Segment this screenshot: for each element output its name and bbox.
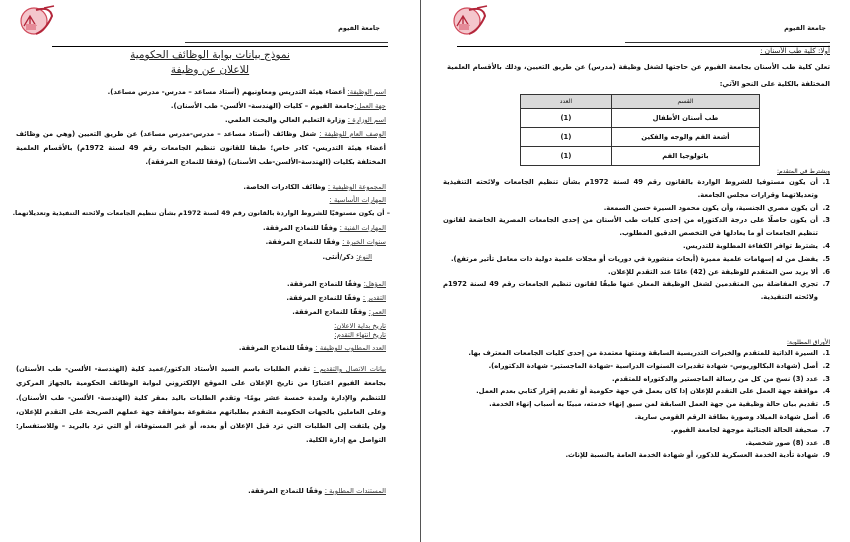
- column-header-department: القسم: [611, 95, 759, 109]
- field-basic-skills-value: [13, 209, 390, 217]
- university-name: جامعة الفيوم: [338, 24, 380, 32]
- item-text: تجري المفاضلة بين المتقدمين لشغل الوظيفة المعلن عنها طبقًا لقانون تنظيم الجامعات رقم 49 لسنة 1972م ولائحته التنفيذية.: [443, 280, 818, 302]
- field-contact: [16, 362, 386, 448]
- intro-paragraph: تعلن كلية طب الأسنان بجامعة الفيوم عن حاجتها لشغل وظيفة (مدرس) عن طريق التعيين، وذلك بالأقسام العلمية المختلفة بالكلية على النحو الآتي:: [447, 63, 830, 88]
- conditions-list: [443, 176, 830, 304]
- field-gender: [322, 253, 372, 261]
- field-documents: [248, 487, 386, 495]
- item-text: صحيفة الحالة الجنائية موجهة لجامعة الفيوم.: [670, 425, 818, 434]
- list-item: [443, 449, 830, 462]
- list-item: [443, 360, 830, 373]
- field-value: أعضاء هيئة التدريس ومعاونيهم (أستاذ مساعد – مدرس- مدرس مساعد).: [107, 88, 348, 96]
- field-value: وفقًا للنماذج المرفقة.: [248, 487, 325, 495]
- field-value: وزارة التعليم العالي والبحث العلمي.: [225, 116, 348, 124]
- field-label: اسم الوزارة :: [347, 116, 386, 124]
- list-item: [443, 240, 830, 253]
- header-rule-thick: [52, 46, 388, 47]
- item-number: 2.: [822, 361, 830, 370]
- field-label: التقدير :: [362, 294, 386, 302]
- item-number: 7.: [822, 425, 830, 434]
- item-number: 7.: [822, 280, 830, 289]
- table-row: [521, 109, 760, 128]
- field-value: وفقًا للنماذج المرفقة.: [265, 238, 343, 246]
- field-value: وظائف الكادرات الخاصة.: [243, 183, 328, 191]
- field-label: المجموعة الوظيفية :: [327, 183, 386, 191]
- field-label: الوصف العام للوظيفة :: [319, 130, 386, 138]
- field-value: وفقًا للنماذج المرفقة.: [263, 224, 340, 232]
- list-item: [443, 266, 830, 279]
- logo-caption: [16, 34, 60, 38]
- field-label: العمر:: [368, 308, 386, 316]
- item-number: 1.: [822, 178, 830, 186]
- table-row: [521, 147, 760, 166]
- field-ministry: [225, 116, 386, 124]
- table-header-row: [521, 95, 760, 109]
- item-number: 5.: [822, 254, 830, 263]
- field-label: المستندات المطلوبة :: [324, 487, 386, 495]
- field-age: [292, 308, 386, 316]
- field-label: المؤهل:: [363, 280, 386, 288]
- departments-table: [520, 94, 760, 166]
- field-value: وفقًا للنماذج المرفقة.: [292, 308, 369, 316]
- field-label: المهارات الفنية :: [339, 224, 386, 232]
- item-text: شهادة تأدية الخدمة العسكرية للذكور، أو شهادة الخدمة العامة بالنسبة للإناث.: [565, 451, 818, 460]
- item-number: 4.: [822, 241, 830, 250]
- list-item: [443, 411, 830, 424]
- field-apply-end-date: [334, 331, 386, 339]
- field-label: اسم الوظيفة:: [347, 88, 386, 96]
- field-qualification: [287, 280, 386, 288]
- item-text: أن يكون مصري الجنسية، وأن يكون محمود السيرة حسن السمعة.: [603, 203, 818, 212]
- list-item: [443, 398, 830, 411]
- table-row: [521, 128, 760, 147]
- field-value: تقدم الطلبات باسم السيد الأستاذ الدكتور/عميد كلية (الهندسة- الألسن- طب الأسنان) بجامعة الفيوم اعتبارًا من تاريخ الإعلان على الموقع الإلكتروني لبوابة الوظائف الحكومية بالجهاز المركزي للتنظيم والإدارة ولمدة خمسة عشر يومًا- وتقدم الطلبات باليد بمقر كلية (الهندسة- الألسن- طب الأسنان). وعلى العاملين بالجهات الحكومية التقدم بطلباتهم مشفوعة بموافقة جهة عملهم الصريحة على التقدم للإعلان، ولن يلتفت إلى الطلبات التي ترد قبل الإعلان أو بعده، أو غير المستوفاة، أو التي ترد بالبريد – وللاستفسار: التواصل مع إدارة الكلية.: [16, 365, 386, 445]
- field-required-number: [239, 344, 386, 352]
- document-page-right: [425, 0, 850, 542]
- university-name: جامعة الفيوم: [784, 24, 826, 32]
- field-label: جهة العمل:: [354, 102, 386, 110]
- field-label: العدد المطلوب للوظيفة :: [315, 344, 386, 352]
- list-item: [443, 385, 830, 398]
- item-number: 6.: [822, 412, 830, 421]
- list-item: [443, 202, 830, 215]
- item-number: 3.: [822, 374, 830, 383]
- documents-list: [443, 347, 830, 462]
- item-text: يشترط توافر الكفاءة المطلوبة للتدريس.: [682, 241, 818, 250]
- item-text: أصل (شهادة البكالوريوس- شهادة تقديرات السنوات الدراسية -شهادة الماجستير- شهادة الدكتوراه).: [488, 361, 818, 370]
- field-workplace: [171, 102, 386, 110]
- list-item: [443, 176, 830, 202]
- field-grade: [286, 294, 386, 302]
- field-value: ذكر/أنثى.: [322, 253, 357, 261]
- cell-count: (1): [521, 109, 612, 128]
- item-number: 1.: [822, 349, 830, 357]
- field-label: تاريخ انتهاء التقدم:: [334, 331, 386, 339]
- item-number: 9.: [822, 451, 830, 460]
- cell-department: باثولوجيا الفم: [611, 147, 759, 166]
- field-basic-skills-label: [330, 196, 386, 204]
- item-text: موافقة جهة العمل على التقدم للإعلان إذا كان يعمل في جهة حكومية أو تقديم إقرار كتابي بعدم العمل.: [476, 387, 818, 396]
- header-rule-thin: [185, 42, 388, 43]
- item-number: 8.: [822, 438, 830, 447]
- item-text: السيرة الذاتية للمتقدم والخبرات التدريسية السابقة ومنتها معتمدة من إحدى كليات الجامعات المعترف بها.: [468, 349, 818, 357]
- university-logo: [449, 4, 493, 44]
- item-text: أن يكون مستوفيا للشروط الواردة بالقانون رقم 49 لسنة 1972م بشأن تنظيم الجامعات ولائحته التنفيذية وتعديلاتهما وقرارات مجلس الجامعة.: [443, 178, 818, 199]
- item-text: ألا يزيد سن المتقدم للوظيفة عن (42) عامًا عند التقدم للإعلان.: [607, 267, 818, 276]
- field-general-description: [16, 127, 386, 170]
- column-header-count: العدد: [521, 95, 612, 109]
- field-ad-start-date: [334, 322, 386, 330]
- field-value: وفقًا للنماذج المرفقة.: [238, 344, 316, 352]
- field-job-name: [108, 88, 386, 96]
- field-label: سنوات الخبرة :: [342, 238, 386, 246]
- list-item: [443, 437, 830, 450]
- form-subtitle: للاعلان عن وظيفة: [170, 64, 250, 76]
- field-value: وفقًا للنماذج المرفقة.: [286, 294, 363, 302]
- list-item: [443, 373, 830, 386]
- cell-count: (1): [521, 147, 612, 166]
- item-number: 6.: [822, 267, 830, 276]
- item-text: يفضل من له إسهامات علمية مميزة (أبحاث منشورة في دوريات أو مجلات علمية دولية ذات معامل تأثير مرتفع).: [450, 254, 818, 263]
- field-label: بيانات الاتصال والتقديم :: [313, 365, 387, 373]
- field-experience-years: [266, 238, 386, 246]
- cell-department: أشعة الفم والوجه والفكين: [611, 128, 759, 147]
- documents-heading: الأوراق المطلوبة:: [787, 339, 830, 346]
- header-rule-thin: [625, 42, 830, 43]
- item-text: أن يكون حاصلًا على درجة الدكتوراه من إحدى كليات طب الأسنان من إحدى الجامعات المصرية الخاضعة لقانون تنظيم الجامعات أو ما يعادلها في التخصص الدقيق المطلوب.: [443, 216, 818, 238]
- university-logo: [16, 4, 60, 44]
- field-label: النوع:: [356, 253, 372, 261]
- form-title: نموذج بيانات بوابة الوظائف الحكومية: [130, 49, 290, 61]
- item-number: 4.: [822, 387, 830, 396]
- item-number: 2.: [822, 203, 830, 212]
- list-item: [443, 214, 830, 240]
- section-heading: أولا: كلية طب الأسنان :: [760, 46, 830, 55]
- field-job-group: [243, 183, 386, 191]
- field-value: جامعة الفيوم – كليات (الهندسة- الألسن- طب الأسنان).: [170, 102, 355, 110]
- list-item: [443, 347, 830, 360]
- item-text: أصل شهادة الميلاد وصورة بطاقة الرقم القومي سارية.: [634, 412, 818, 421]
- field-value: شغل وظائف (أستاذ مساعد – مدرس-مدرس مساعد) عن طريق التعيين (وهي من وظائف أعضاء هيئة التدريس- كادر خاص؛ طبقا للقانون تنظيم الجامعات رقم 49 لسنة 1972م) بالأقسام العلمية المختلفة بكليات (الهندسة-الألسن-طب الأسنان) (وفقا للنماذج المرفقة).: [16, 130, 386, 167]
- list-item: [443, 253, 830, 266]
- list-item: [443, 424, 830, 437]
- item-text: تقديم بيان حالة وظيفية من جهة العمل السابقة لمن سبق إنهاء خدمته، مبينًا به أسباب إنهاء الخدمة.: [489, 400, 818, 409]
- field-value: – أن يكون مستوفيًا للشروط الواردة بالقانون رقم 49 لسنة 1972م بشأن تنظيم الجامعات ولائحته التنفيذية وتعديلاتهما.: [12, 209, 390, 217]
- item-text: عدد (3) نسخ من كل من رسالة الماجستير والدكتوراه للمتقدم.: [611, 374, 818, 383]
- document-page-left: [0, 0, 421, 542]
- field-technical-skills: [263, 224, 386, 232]
- field-value: وفقًا للنماذج المرفقة.: [287, 280, 364, 288]
- list-item: [443, 278, 830, 304]
- conditions-heading: ويشترط في المتقدم:: [777, 168, 830, 175]
- cell-count: (1): [521, 128, 612, 147]
- item-text: عدد (8) صور شخصية.: [745, 438, 818, 447]
- field-label: المهارات الأساسية :: [329, 196, 386, 204]
- cell-department: طب أسنان الأطفال: [611, 109, 759, 128]
- item-number: 3.: [822, 216, 830, 225]
- item-number: 5.: [822, 400, 830, 409]
- field-label: تاريخ بداية الاعلان:: [334, 322, 386, 330]
